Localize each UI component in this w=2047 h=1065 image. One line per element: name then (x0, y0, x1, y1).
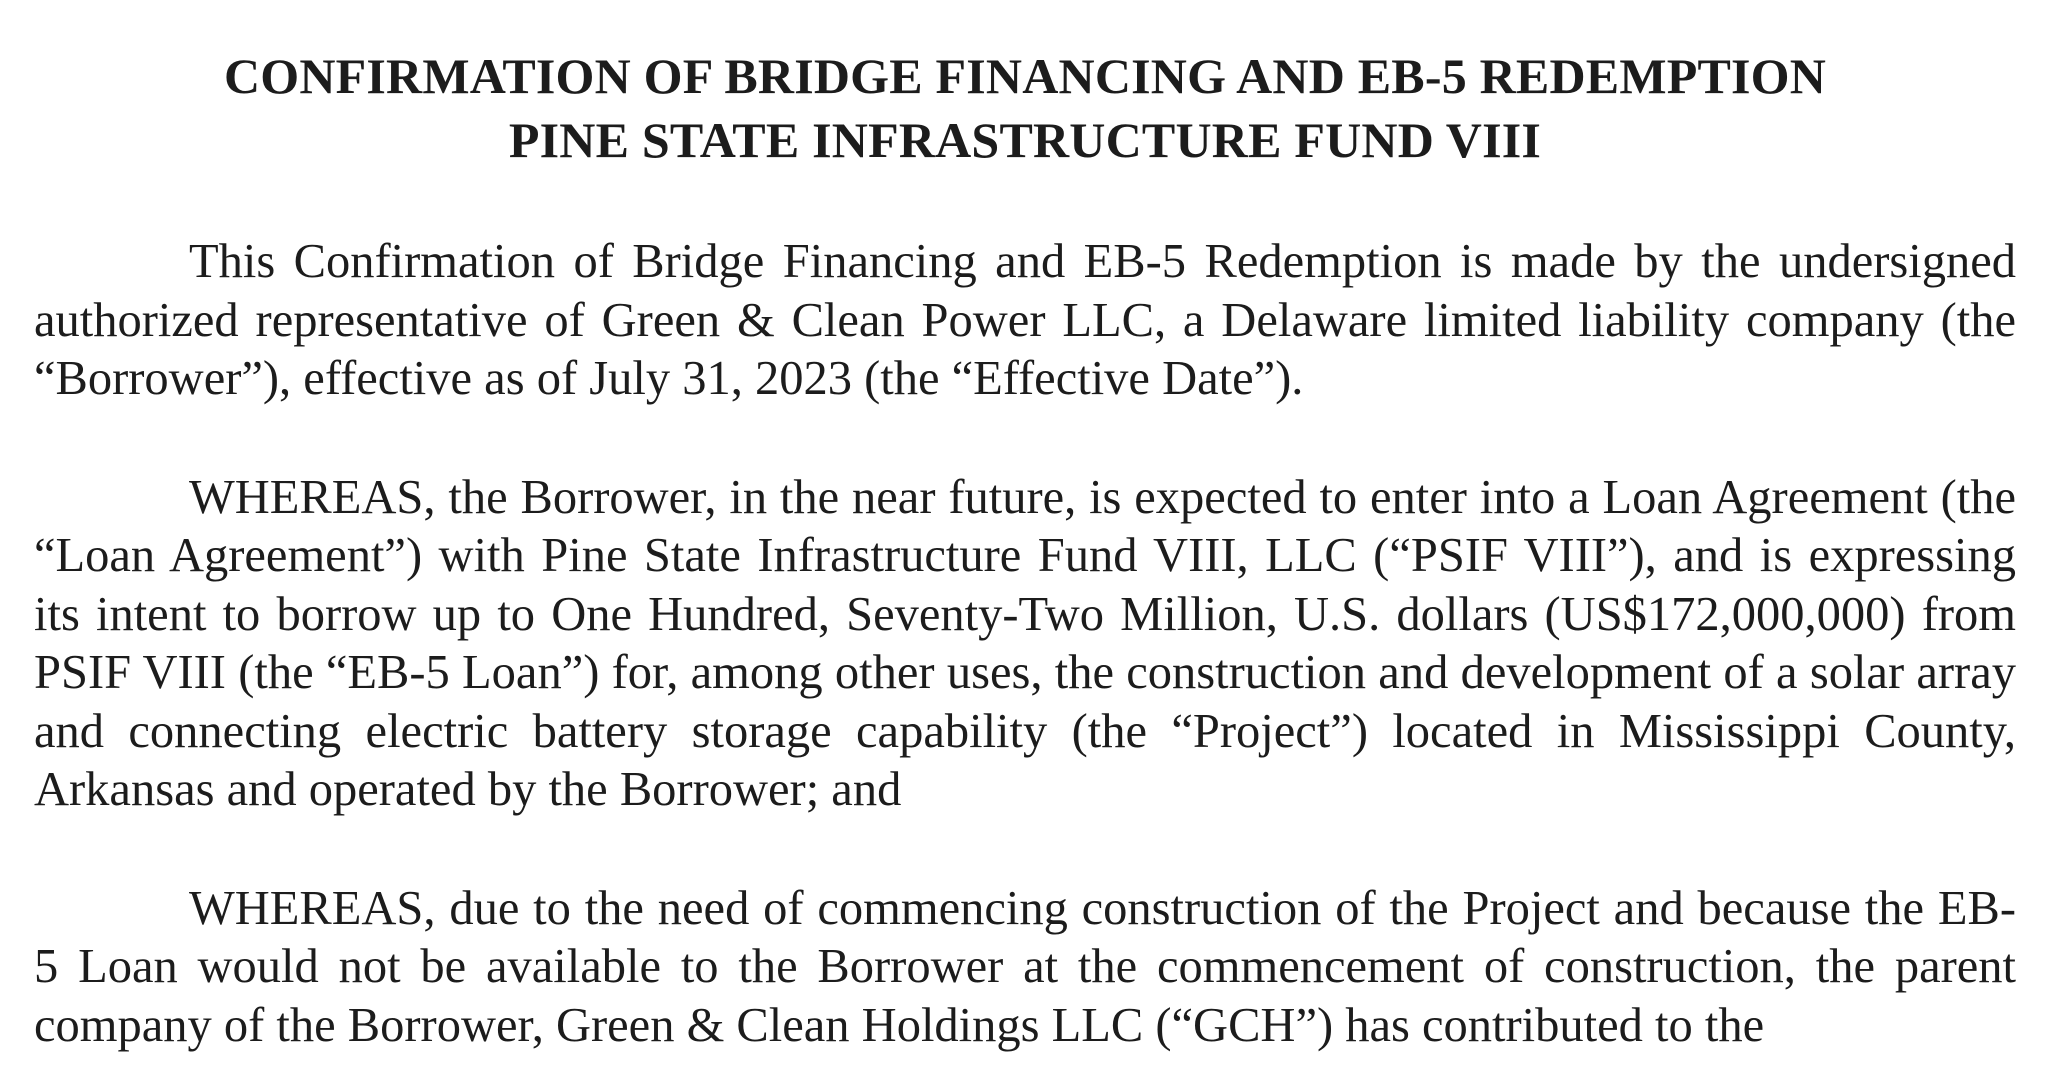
title-line-1: CONFIRMATION OF BRIDGE FINANCING AND EB-5 REDEMPTION (223, 48, 1827, 104)
document-title (34, 0, 2016, 172)
whereas-paragraph-1: WHEREAS, the Borrower, in the near future, is expected to enter into a Loan Agreement (the “Loan Agreement”) with Pine State Infrastructure Fund VIII, LLC (“PSIF VIII”), and is expressing its intent to borrow up to One Hundred, Seventy-Two Million, U.S. dollars (US$172,000,000) from PSIF VIII (the “EB-5 Loan”) for, among other uses, the construction and development of a solar array and connecting electric battery storage capability (the “Project”) located in Mississippi County, Arkansas and operated by the Borrower; and (34, 470, 2016, 816)
document-page (34, 0, 2016, 1065)
title-line-2: PINE STATE INFRASTRUCTURE FUND VIII (508, 112, 1542, 168)
intro-paragraph: This Confirmation of Bridge Financing and EB-5 Redemption is made by the undersigned authorized representative of Green & Clean Power LLC, a Delaware limited liability company (the “Borrower”), effective as of July 31, 2023 (the “Effective Date”). (34, 235, 2016, 405)
whereas-paragraph-2: WHEREAS, due to the need of commencing construction of the Project and because the EB-5 Loan would not be available to the Borrower at the commencement of construction, the parent company of the Borrower, Green & Clean Holdings LLC (“GCH”) has contributed to the (34, 881, 2016, 1052)
